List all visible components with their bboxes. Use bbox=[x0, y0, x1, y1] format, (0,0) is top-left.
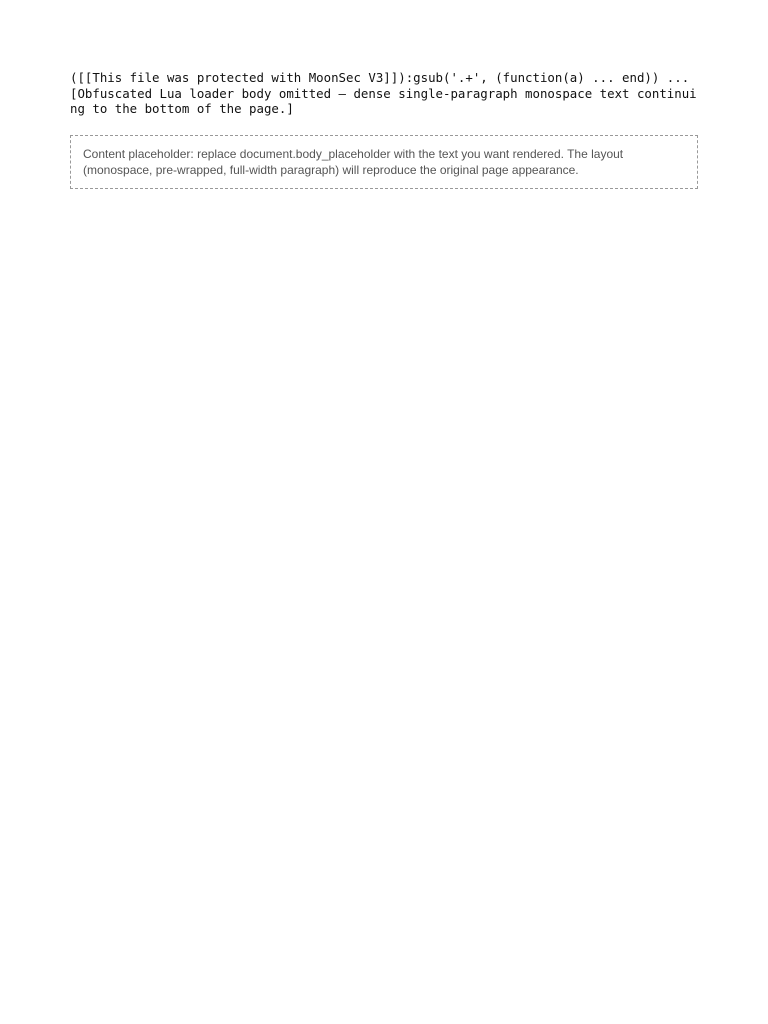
code-body: [Obfuscated Lua loader body omitted — dense single-paragraph monospace text continuing to the bottom of the page.] bbox=[70, 85, 697, 117]
placeholder-notice: Content placeholder: replace document.body_placeholder with the text you want rendered. The layout (monospace, pre-wrapped, full-width paragraph) will reproduce the original page appearance. bbox=[70, 135, 698, 189]
code-header-line: ([[This file was protected with MoonSec V3]]):gsub('.+', (function(a) ... end)) ... bbox=[70, 70, 690, 85]
document-page bbox=[70, 70, 698, 960]
